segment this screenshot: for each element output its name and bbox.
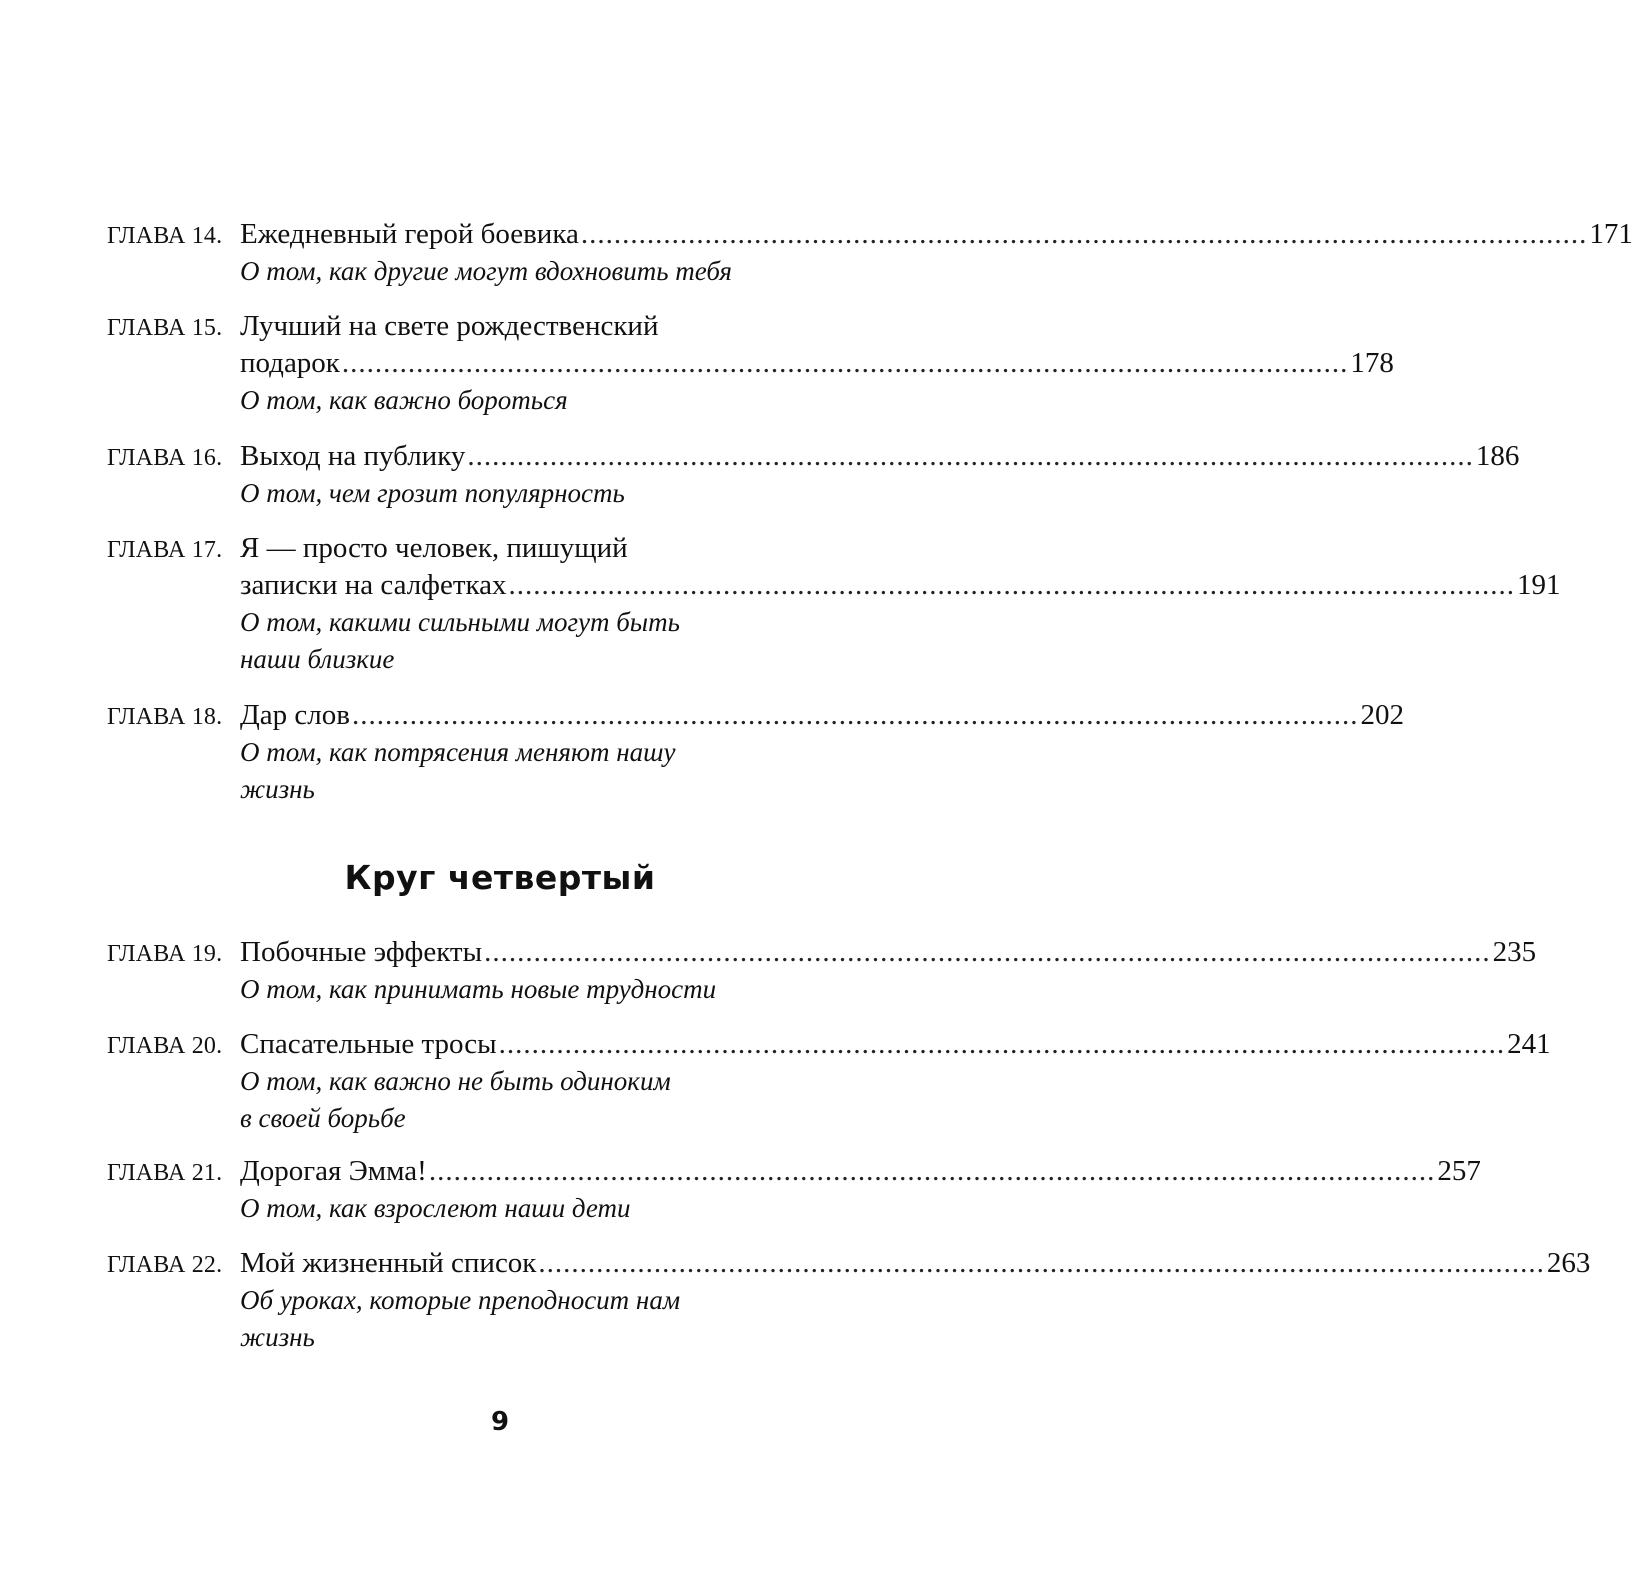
chapter-page-number: 171 xyxy=(1589,218,1633,250)
chapter-page-number: 241 xyxy=(1507,1028,1551,1060)
chapter-subtitle: О том, какими сильными могут быть xyxy=(240,607,680,637)
chapter-title-line: Я — просто человек, пишущий xyxy=(240,532,628,564)
chapter-page-number: 191 xyxy=(1517,569,1561,601)
chapter-title: Побочные эффекты xyxy=(240,936,483,968)
chapter-label: ГЛАВА 20. xyxy=(107,1033,223,1059)
toc-entry-chapter-18 xyxy=(107,697,1404,808)
chapter-page-number: 178 xyxy=(1350,347,1394,379)
dot-leader: .......................................................................................................................... xyxy=(428,1155,1436,1187)
chapter-title-line: Лучший на свете рождественский xyxy=(240,310,659,342)
chapter-subtitle: Об уроках, которые преподносит нам xyxy=(240,1285,681,1315)
chapter-subtitle: О том, как важно бороться xyxy=(240,385,568,415)
chapter-label: ГЛАВА 21. xyxy=(107,1160,223,1186)
chapter-title: Мой жизненный список xyxy=(240,1247,537,1279)
chapter-title: подарок xyxy=(240,347,340,379)
chapter-subtitle: О том, как принимать новые трудности xyxy=(240,974,717,1004)
chapter-page-number: 235 xyxy=(1492,936,1537,968)
toc-entry-chapter-20 xyxy=(107,1026,1551,1137)
chapter-title: Выход на публику xyxy=(240,440,466,472)
dot-leader: .......................................................................................................................... xyxy=(467,440,1474,472)
dot-leader: .......................................................................................................................... xyxy=(538,1247,1545,1279)
chapter-title: Ежедневный герой боевика xyxy=(240,218,579,250)
chapter-subtitle: О том, чем грозит популярность xyxy=(240,478,625,508)
chapter-label: ГЛАВА 19. xyxy=(107,941,223,967)
chapter-page-number: 257 xyxy=(1437,1155,1481,1187)
toc-entry-chapter-21 xyxy=(107,1153,1481,1227)
toc-entry-chapter-15 xyxy=(107,308,1394,419)
chapter-subtitle: жизнь xyxy=(240,1322,315,1352)
page-number: 9 xyxy=(490,1407,510,1437)
dot-leader: .......................................................................................................................... xyxy=(580,218,1588,250)
dot-leader: .......................................................................................................................... xyxy=(498,1028,1506,1060)
chapter-label: ГЛАВА 22. xyxy=(107,1252,223,1278)
chapter-title: Дар слов xyxy=(240,699,350,731)
toc-entry-chapter-22 xyxy=(107,1245,1591,1356)
dot-leader: .......................................................................................................................... xyxy=(484,936,1491,968)
chapter-subtitle: О том, как взрослеют наши дети xyxy=(240,1193,631,1223)
chapter-page-number: 186 xyxy=(1475,440,1520,472)
chapter-title: записки на салфетках xyxy=(240,569,507,601)
chapter-label: ГЛАВА 14. xyxy=(107,223,223,249)
chapter-page-number: 202 xyxy=(1360,699,1404,731)
chapter-subtitle: О том, как важно не быть одиноким xyxy=(240,1066,671,1096)
chapter-subtitle: О том, как другие могут вдохновить тебя xyxy=(240,256,732,286)
chapter-title: Дорогая Эмма! xyxy=(240,1155,427,1187)
chapter-subtitle: О том, как потрясения меняют нашу xyxy=(240,737,676,767)
chapter-label: ГЛАВА 17. xyxy=(107,537,223,563)
chapter-label: ГЛАВА 15. xyxy=(107,315,223,341)
chapter-label: ГЛАВА 16. xyxy=(107,445,223,471)
chapter-subtitle: жизнь xyxy=(240,774,315,804)
dot-leader: .......................................................................................................................... xyxy=(351,699,1359,731)
chapter-subtitle: в своей борьбе xyxy=(240,1103,406,1133)
toc-entry-chapter-17 xyxy=(107,530,1561,678)
chapter-title: Спасательные тросы xyxy=(240,1028,497,1060)
dot-leader: .......................................................................................................................... xyxy=(341,347,1349,379)
chapter-label: ГЛАВА 18. xyxy=(107,704,223,730)
toc-entry-chapter-19 xyxy=(107,934,1537,1008)
toc-entry-chapter-14 xyxy=(107,216,1633,290)
toc-entry-chapter-16 xyxy=(107,438,1520,512)
chapter-subtitle: наши близкие xyxy=(240,644,395,674)
section-heading: Круг четвертый xyxy=(344,858,656,897)
chapter-page-number: 263 xyxy=(1546,1247,1591,1279)
dot-leader: .......................................................................................................................... xyxy=(508,569,1516,601)
